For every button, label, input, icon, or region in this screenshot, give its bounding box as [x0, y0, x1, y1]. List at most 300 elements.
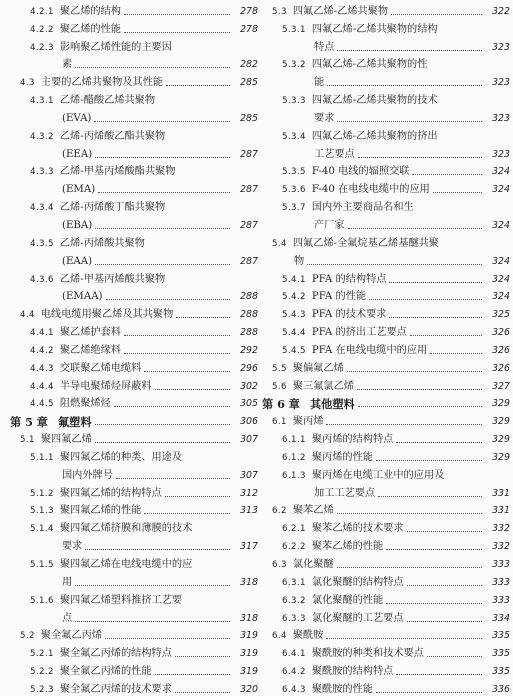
toc-entry	[262, 410, 510, 428]
toc-entry-title: 四氟乙烯-乙烯共聚物	[292, 5, 389, 17]
toc-page-number: 302	[240, 380, 258, 392]
dot-leader	[124, 335, 230, 336]
toc-entry-number: 4.3.1	[30, 96, 54, 107]
toc-entry-title: 氯化聚醚的工艺要点	[311, 612, 404, 624]
toc-entry-number: 5.1.3	[30, 506, 54, 517]
toc-entry-number: 4.4.3	[30, 363, 54, 374]
toc-entry	[262, 321, 510, 339]
toc-entry-number: 6.2.2	[282, 542, 306, 553]
toc-entry	[262, 268, 510, 286]
toc-entry-number: 5.2.3	[30, 684, 54, 695]
toc-entry-title: 加工工艺要点	[314, 487, 376, 499]
dot-leader	[430, 353, 482, 354]
toc-entry	[10, 125, 258, 143]
toc-entry	[10, 214, 258, 232]
toc-entry-title: 聚偏氟乙烯	[292, 362, 344, 374]
toc-entry-number: 5.1.1	[30, 452, 54, 463]
toc-entry	[262, 339, 510, 357]
toc-page-number: 320	[240, 683, 258, 695]
toc-page-number: 287	[240, 184, 258, 196]
dot-leader	[337, 50, 482, 51]
toc-entry-title: 氯化聚醚的结构特点	[311, 576, 404, 588]
dot-leader	[98, 192, 230, 193]
toc-entry-title: 能	[314, 77, 325, 89]
toc-entry	[262, 500, 510, 518]
toc-entry-number: 6.3.1	[282, 577, 306, 588]
toc-entry-title: 四氟乙烯-全氟烷基乙烯基醚共聚	[292, 237, 439, 249]
toc-entry-title: 聚四氟乙烯	[40, 434, 92, 446]
dot-leader	[386, 549, 482, 550]
toc-page-number: 326	[492, 344, 510, 356]
dot-leader	[144, 371, 230, 372]
toc-entry-title: 氟塑料	[57, 415, 92, 430]
toc-entry-title: 其他塑料	[309, 397, 355, 412]
toc-entry-number: 6.4.3	[282, 684, 306, 695]
toc-entry-title: 点	[62, 612, 73, 624]
toc-entry-title: 聚全氟乙丙烯的性能	[59, 666, 152, 678]
toc-right-column	[262, 0, 510, 696]
dot-leader	[376, 692, 482, 693]
toc-entry	[10, 625, 258, 643]
toc-page-number: 292	[240, 344, 258, 356]
dot-leader	[391, 14, 482, 15]
toc-page-number: 327	[492, 380, 510, 392]
toc-entry-title: 聚丙烯在电缆工业中的应用及	[311, 469, 445, 481]
toc-entry-number: 第 6 章	[262, 397, 300, 412]
toc-entry-number: 4.3.4	[30, 203, 54, 214]
dot-leader	[95, 442, 230, 443]
toc-entry-title: 氯化聚醚的性能	[311, 594, 384, 606]
toc-entry-title: 聚酰胺	[292, 630, 324, 642]
toc-page-number: 296	[240, 362, 258, 374]
dot-leader	[337, 567, 482, 568]
toc-entry-number: 4.4.1	[30, 328, 54, 339]
toc-entry-number: 5.1.2	[30, 488, 54, 499]
dot-leader	[307, 264, 482, 265]
toc-entry	[262, 482, 510, 500]
toc-page-number: 334	[492, 612, 510, 624]
toc-entry	[262, 535, 510, 553]
toc-entry	[262, 214, 510, 232]
toc-entry-number: 4.4.5	[30, 399, 54, 410]
toc-entry	[10, 571, 258, 589]
toc-page-number: 331	[492, 487, 510, 499]
toc-entry-title: 聚四氟乙烯挤膜和薄膜的技术	[59, 523, 193, 535]
toc-page-number: 325	[492, 309, 510, 321]
toc-entry	[262, 589, 510, 607]
toc-entry-title: (EBA)	[62, 219, 93, 231]
toc-entry-title: 聚乙烯的性能	[59, 23, 121, 35]
toc-entry-number: 6.1.1	[282, 435, 306, 446]
toc-entry-title: PFA 的性能	[311, 291, 367, 303]
toc-page-number: 335	[492, 666, 510, 678]
toc-entry	[10, 553, 258, 571]
toc-entry-title: (EVA)	[62, 112, 92, 124]
toc-entry-number: 6.3.3	[282, 613, 306, 624]
dot-leader	[407, 585, 482, 586]
dot-leader	[347, 371, 482, 372]
toc-page-number: 324	[492, 255, 510, 267]
toc-entry-number: 5.3.3	[282, 96, 306, 107]
toc-entry-title: 半导电聚烯烃屏蔽料	[59, 380, 152, 392]
toc-entry	[10, 357, 258, 375]
toc-entry-number: 5.3	[272, 6, 287, 17]
toc-entry-title: F-40 在电线电缆中的应用	[311, 184, 430, 196]
toc-page-number: 288	[240, 327, 258, 339]
toc-page-number: 287	[240, 148, 258, 160]
toc-entry-number: 6.2.1	[282, 524, 306, 535]
toc-entry-number: 5.4.3	[282, 310, 306, 321]
dot-leader	[124, 32, 230, 33]
toc-entry	[262, 446, 510, 464]
toc-entry-number: 4.2.1	[30, 6, 54, 17]
dot-leader	[95, 157, 230, 158]
toc-entry	[10, 660, 258, 678]
toc-entry-title: 国内外主要商品名和生	[311, 202, 414, 214]
toc-entry	[262, 678, 510, 696]
toc-entry-title: 聚四氟乙烯的种类、用途及	[59, 451, 183, 463]
toc-page-number: 307	[240, 434, 258, 446]
toc-entry-number: 5.4.5	[282, 345, 306, 356]
toc-entry-number: 6.2	[272, 506, 287, 517]
dot-leader	[144, 513, 230, 514]
dot-leader	[166, 85, 230, 86]
toc-entry	[262, 107, 510, 125]
toc-entry	[10, 446, 258, 464]
toc-entry-title: 乙烯-丙烯酸共聚物	[59, 237, 145, 249]
dot-leader	[75, 585, 230, 586]
toc-entry	[262, 286, 510, 304]
toc-entry-number: 5.2	[20, 631, 35, 642]
toc-entry-number: 4.4.4	[30, 381, 54, 392]
toc-entry	[10, 143, 258, 161]
toc-page-number: 324	[492, 291, 510, 303]
dot-leader	[175, 656, 230, 657]
toc-entry-number: 第 5 章	[10, 415, 48, 430]
toc-page-number: 282	[240, 59, 258, 71]
toc-entry-number: 6.1	[272, 417, 287, 428]
toc-chapter-entry	[262, 393, 510, 411]
toc-entry	[10, 393, 258, 411]
toc-entry-number: 5.3.5	[282, 167, 306, 178]
dot-leader	[75, 67, 230, 68]
toc-entry	[10, 286, 258, 304]
toc-entry	[262, 18, 510, 36]
toc-entry	[262, 607, 510, 625]
toc-entry-number: 6.3.2	[282, 595, 306, 606]
toc-entry	[10, 89, 258, 107]
toc-entry-title: (EMA)	[62, 184, 96, 196]
dot-leader	[337, 513, 482, 514]
toc-page-number: 336	[492, 683, 510, 695]
toc-entry-title: 主要的乙烯共聚物及其性能	[40, 77, 164, 89]
dot-leader	[357, 389, 482, 390]
toc-entry-title: 四氟乙烯-乙烯共聚物的结构	[311, 23, 438, 35]
toc-entry	[10, 54, 258, 72]
dot-leader	[155, 389, 230, 390]
dot-leader	[326, 638, 482, 639]
toc-entry-number: 5.4.1	[282, 274, 306, 285]
toc-entry	[10, 303, 258, 321]
dot-leader	[95, 228, 230, 229]
toc-entry-title: 聚全氟乙丙烯的结构特点	[59, 648, 172, 660]
toc-entry	[262, 428, 510, 446]
dot-leader	[389, 317, 482, 318]
toc-entry-title: 聚丙烯的结构特点	[311, 434, 394, 446]
toc-page-number: 313	[240, 505, 258, 517]
toc-entry	[10, 161, 258, 179]
toc-entry-number: 5.3.2	[282, 60, 306, 71]
dot-leader	[327, 85, 482, 86]
toc-entry-number: 5.1	[20, 435, 35, 446]
toc-entry-title: F-40 电线的辐照交联	[311, 166, 410, 178]
toc-page-number: 319	[240, 666, 258, 678]
toc-entry	[262, 660, 510, 678]
toc-entry-title: 氯化聚醚	[292, 559, 334, 570]
toc-entry-title: 素	[62, 59, 73, 71]
toc-entry	[262, 89, 510, 107]
toc-page-number: 331	[492, 505, 510, 517]
toc-entry-title: PFA 的技术要求	[311, 309, 387, 321]
toc-entry-number: 5.3.6	[282, 185, 306, 196]
toc-entry-title: 聚酰胺的种类和技术要点	[311, 648, 424, 660]
toc-entry-title: 聚酰胺的结构特点	[311, 666, 394, 678]
toc-page-number: 287	[240, 255, 258, 267]
toc-entry-title: 阻燃聚烯烃	[59, 398, 111, 410]
toc-page-number: 323	[492, 148, 510, 160]
toc-entry	[262, 625, 510, 643]
toc-entry	[10, 71, 258, 89]
toc-entry-number: 6.1.2	[282, 452, 306, 463]
toc-page-number: 288	[240, 309, 258, 321]
toc-entry-title: PFA 的挤出工艺要点	[311, 327, 407, 339]
toc-entry-title: 聚苯乙烯的技术要求	[311, 523, 404, 535]
toc-entry-number: 4.4.2	[30, 345, 54, 356]
toc-entry	[10, 375, 258, 393]
toc-page-number: 324	[492, 219, 510, 231]
toc-entry-title: PFA 的结构特点	[311, 273, 387, 285]
toc-entry-number: 6.3	[272, 560, 287, 570]
dot-leader	[427, 656, 482, 657]
toc-entry	[10, 18, 258, 36]
dot-leader	[396, 442, 482, 443]
dot-leader	[389, 282, 482, 283]
toc-page-number: 324	[492, 166, 510, 178]
toc-entry	[10, 36, 258, 54]
toc-entry-title: 四氟乙烯-乙烯共聚物的技术	[311, 95, 438, 107]
toc-entry-title: 乙烯-丙烯酸乙酯共聚物	[59, 130, 166, 142]
toc-entry	[10, 178, 258, 196]
toc-entry	[262, 303, 510, 321]
toc-page-number: 332	[492, 541, 510, 553]
toc-page-number: 333	[492, 576, 510, 588]
toc-entry-title: 聚酰胺的性能	[311, 683, 373, 695]
toc-entry-title: 用	[62, 576, 73, 588]
toc-page-number: 323	[492, 41, 510, 53]
toc-entry-number: 4.2.2	[30, 24, 54, 35]
toc-page-number: 285	[240, 77, 258, 89]
toc-page-number: 323	[492, 112, 510, 124]
toc-entry	[262, 375, 510, 393]
toc-chapter-entry	[10, 410, 258, 428]
dot-leader	[116, 478, 230, 479]
toc-entry-title: 国内外牌号	[62, 469, 113, 481]
toc-page-number: 323	[492, 77, 510, 89]
toc-entry	[10, 607, 258, 625]
dot-leader	[175, 692, 230, 693]
toc-entry-title: 乙烯-甲基丙烯酸共聚物	[59, 273, 166, 285]
dot-leader	[165, 496, 230, 497]
toc-page-number: 318	[240, 576, 258, 588]
toc-entry	[262, 232, 510, 250]
toc-entry	[10, 482, 258, 500]
toc-entry	[10, 250, 258, 268]
dot-leader	[85, 549, 230, 550]
dot-leader	[369, 299, 482, 300]
toc-entry-number: 5.1.5	[30, 560, 54, 570]
toc-entry-title: 特点	[314, 41, 335, 53]
toc-entry-number: 6.4	[272, 631, 287, 642]
toc-page-number: 306	[240, 416, 258, 428]
toc-entry-title: 聚四氟乙烯塑料推挤工艺要	[59, 594, 183, 606]
toc-entry-title: 物	[294, 255, 305, 267]
toc-entry	[10, 196, 258, 214]
dot-leader	[407, 621, 482, 622]
toc-page-number: 329	[492, 451, 510, 463]
toc-entry	[262, 464, 510, 482]
toc-entry-number: 4.3.2	[30, 131, 54, 142]
toc-entry	[10, 589, 258, 607]
toc-entry-title: 乙烯-醋酸乙烯共聚物	[59, 95, 156, 107]
toc-entry-title: (EEA)	[62, 148, 93, 160]
toc-entry-title: 聚四氟乙烯在电线电缆中的应	[59, 559, 193, 570]
toc-page-number: 333	[492, 594, 510, 606]
toc-page-number: 329	[492, 398, 510, 410]
toc-entry-number: 5.5	[272, 363, 287, 374]
toc-entry	[10, 642, 258, 660]
toc-page-number: 322	[492, 5, 510, 17]
toc-entry	[262, 357, 510, 375]
toc-page-number: 329	[492, 416, 510, 428]
toc-entry-number: 4.4	[20, 310, 35, 321]
toc-entry-number: 4.3.6	[30, 274, 54, 285]
dot-leader	[75, 621, 230, 622]
toc-page-number: 278	[240, 5, 258, 17]
toc-entry	[10, 268, 258, 286]
toc-entry-title: PFA 在电线电缆中的应用	[311, 344, 428, 356]
toc-entry	[262, 0, 510, 18]
toc-entry	[10, 464, 258, 482]
toc-page-number: 332	[492, 523, 510, 535]
toc-entry-number: 6.4.1	[282, 649, 306, 660]
toc-entry-number: 5.3.4	[282, 131, 306, 142]
toc-entry-title: 工艺要点	[314, 148, 355, 160]
dot-leader	[358, 406, 482, 407]
toc-entry	[10, 0, 258, 18]
dot-leader	[95, 264, 230, 265]
toc-entry-number: 5.1.4	[30, 524, 54, 535]
toc-entry-number: 4.2.3	[30, 42, 54, 53]
toc-entry-number: 6.1.3	[282, 470, 306, 481]
toc-page-number: 312	[240, 487, 258, 499]
toc-page-number: 278	[240, 23, 258, 35]
toc-page-number: 324	[492, 273, 510, 285]
toc-page-number: 317	[240, 541, 258, 553]
toc-left-column	[10, 0, 258, 696]
toc-entry	[262, 54, 510, 72]
toc-entry-title: 聚苯乙烯	[292, 505, 334, 517]
toc-entry-title: 要求	[314, 112, 335, 124]
dot-leader	[407, 531, 482, 532]
toc-entry-number: 5.4.4	[282, 328, 306, 339]
toc-entry-title: 乙烯-丙烯酸丁酯共聚物	[59, 202, 166, 214]
toc-entry	[10, 428, 258, 446]
toc-entry	[262, 571, 510, 589]
dot-leader	[106, 299, 230, 300]
dot-leader	[176, 317, 230, 318]
toc-entry-title: 聚全氟乙丙烯的技术要求	[59, 683, 172, 695]
toc-entry-title: 聚四氟乙烯的性能	[59, 505, 142, 517]
toc-entry-number: 5.3.1	[282, 24, 306, 35]
toc-entry	[262, 36, 510, 54]
toc-entry-title: 乙烯-甲基丙烯酸酯共聚物	[59, 166, 176, 178]
toc-page-number: 287	[240, 219, 258, 231]
toc-entry-number: 5.1.6	[30, 595, 54, 606]
toc-entry-title: 四氟乙烯-乙烯共聚物的挤出	[311, 130, 438, 142]
toc-page-number: 326	[492, 362, 510, 374]
dot-leader	[412, 174, 482, 175]
toc-page-number: 333	[492, 559, 510, 570]
dot-leader	[326, 424, 482, 425]
toc-entry-title: 聚丙烯	[292, 416, 324, 428]
toc-entry	[10, 535, 258, 553]
toc-entry	[262, 553, 510, 571]
toc-entry	[262, 71, 510, 89]
toc-entry-number: 5.6	[272, 381, 287, 392]
toc-entry	[262, 642, 510, 660]
toc-entry	[10, 517, 258, 535]
toc-entry-number: 6.4.2	[282, 667, 306, 678]
dot-leader	[124, 353, 230, 354]
toc-page-number: 305	[240, 398, 258, 410]
toc-entry	[262, 125, 510, 143]
toc-entry-number: 5.4.2	[282, 292, 306, 303]
toc-page-number: 318	[240, 612, 258, 624]
toc-entry-title: 聚丙烯的性能	[311, 451, 373, 463]
toc-entry-title: 聚乙烯的结构	[59, 5, 121, 17]
toc-entry-title: 聚乙烯绝缘料	[59, 344, 121, 356]
dot-leader	[94, 121, 230, 122]
dot-leader	[378, 496, 482, 497]
toc-entry-title: 影响聚乙烯性能的主要因	[59, 41, 172, 53]
toc-page-number: 326	[492, 327, 510, 339]
dot-leader	[95, 424, 230, 425]
dot-leader	[410, 335, 482, 336]
dot-leader	[155, 674, 230, 675]
toc-entry-title: 四氟乙烯-乙烯共聚物的性	[311, 59, 428, 71]
dot-leader	[358, 157, 482, 158]
toc-entry-number: 4.3	[20, 78, 35, 89]
toc-page-number: 319	[240, 630, 258, 642]
toc-entry	[10, 321, 258, 339]
toc-entry-title: 聚四氟乙烯的结构特点	[59, 487, 162, 499]
toc-entry	[10, 500, 258, 518]
toc-page-number: 307	[240, 469, 258, 481]
toc-entry-number: 4.3.5	[30, 238, 54, 249]
dot-leader	[376, 460, 482, 461]
toc-entry-number: 5.4	[272, 238, 287, 249]
dot-leader	[433, 192, 482, 193]
